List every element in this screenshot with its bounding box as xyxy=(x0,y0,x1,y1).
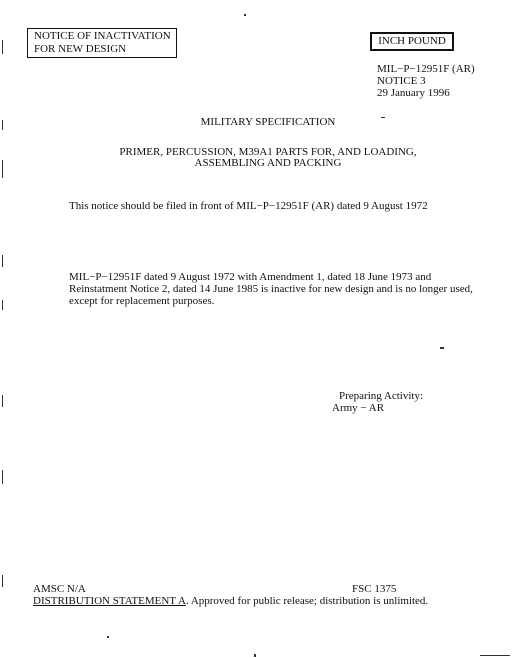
scan-mark xyxy=(2,395,3,407)
scan-speck xyxy=(244,14,246,16)
fsc-code: FSC 1375 xyxy=(352,583,397,595)
scan-mark xyxy=(2,40,3,54)
scan-mark xyxy=(2,470,3,484)
spec-title-line-1: PRIMER, PERCUSSION, M39A1 PARTS FOR, AND LOADING, xyxy=(119,146,417,158)
notice-box xyxy=(27,28,177,58)
document-id: MIL−P−12951F (AR) xyxy=(377,63,475,75)
notice-date: 29 January 1996 xyxy=(377,87,450,99)
filing-note: This notice should be filed in front of MIL−P−12951F (AR) dated 9 August 1972 xyxy=(69,200,428,212)
scan-speck xyxy=(107,636,109,638)
inactivation-paragraph-line-2: Reinstatment Notice 2, dated 14 June 1985 is inactive for new design and is no longer used, xyxy=(69,283,473,295)
notice-number: NOTICE 3 xyxy=(377,75,426,87)
inch-pound-box: INCH POUND xyxy=(370,32,454,51)
inactivation-paragraph-line-1: MIL−P−12951F dated 9 August 1972 with Amendment 1, dated 18 June 1973 and xyxy=(69,271,432,283)
preparing-activity-value: Army − AR xyxy=(332,402,385,414)
notice-line-1: NOTICE OF INACTIVATION xyxy=(34,30,171,42)
amsc-code: AMSC N/A xyxy=(33,583,86,595)
spec-title-line-2: ASSEMBLING AND PACKING xyxy=(194,157,342,169)
scan-mark xyxy=(2,300,3,310)
distribution-statement-label: DISTRIBUTION STATEMENT A xyxy=(33,595,186,607)
distribution-statement-text: . Approved for public release; distribution is unlimited. xyxy=(185,595,429,607)
scan-mark xyxy=(2,575,3,587)
notice-line-2: FOR NEW DESIGN xyxy=(34,43,127,55)
scan-speck xyxy=(254,654,256,657)
inactivation-paragraph-line-3: except for replacement purposes. xyxy=(69,295,215,307)
scan-speck xyxy=(440,347,444,349)
scan-mark xyxy=(2,255,3,267)
preparing-activity-label: Preparing Activity: xyxy=(339,390,424,402)
scan-speck xyxy=(480,655,510,656)
distribution-statement xyxy=(33,595,428,608)
spec-type: MILITARY SPECIFICATION xyxy=(200,116,336,128)
